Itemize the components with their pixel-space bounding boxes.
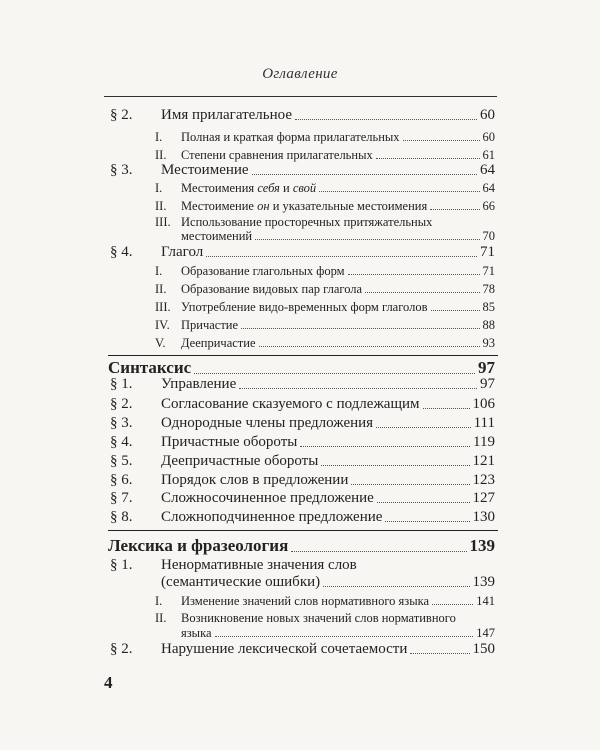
toc-title: Управление	[161, 376, 237, 392]
toc-section-number: § 6.	[110, 472, 133, 488]
toc-section-number: II.	[155, 611, 167, 625]
toc-title: Местоимения себя и свой	[181, 181, 317, 195]
toc-title: Однородные члены предложения	[161, 415, 374, 431]
toc-page-number: 139	[472, 574, 495, 590]
toc-entry-pron-2[interactable]	[155, 199, 495, 214]
toc-title-continued: языка	[181, 626, 212, 640]
toc-page-number: 61	[482, 148, 495, 162]
toc-page-number: 141	[476, 594, 495, 608]
dot-leader	[321, 465, 469, 466]
dot-leader	[376, 427, 471, 428]
dot-leader	[259, 346, 480, 347]
toc-page-number: 127	[472, 490, 495, 506]
toc-section-number: IV.	[155, 318, 170, 332]
toc-page-number: 147	[476, 626, 495, 640]
toc-section-number: § 5.	[110, 453, 133, 469]
toc-title: Порядок слов в предложении	[161, 472, 349, 488]
dot-leader	[194, 373, 475, 374]
toc-title: Деепричастные обороты	[161, 453, 319, 469]
toc-entry-adjective[interactable]	[110, 107, 495, 124]
toc-section-number: I.	[155, 181, 163, 195]
toc-section-number: § 3.	[110, 162, 133, 178]
dot-leader	[291, 551, 466, 552]
toc-section-number: I.	[155, 594, 163, 608]
toc-page-number: 97	[478, 358, 495, 377]
dot-leader	[377, 502, 470, 503]
toc-page-number: 60	[480, 107, 495, 123]
toc-page-number: 139	[469, 536, 495, 555]
toc-title: Степени сравнения прилагательных	[181, 148, 373, 162]
toc-section-number: § 3.	[110, 415, 133, 431]
toc-title: Нарушение лексической сочетаемости	[161, 641, 408, 657]
running-header: Оглавление	[262, 66, 338, 82]
toc-entry-pron-1[interactable]	[155, 181, 495, 196]
toc-entry-lex-1-line2[interactable]	[110, 574, 495, 591]
dot-leader	[323, 586, 469, 587]
toc-entry-syn-7[interactable]	[110, 490, 495, 507]
toc-title: Полная и краткая форма прилагательных	[181, 130, 400, 144]
toc-title: Согласование сказуемого с подлежащим	[161, 396, 420, 412]
toc-section-number: § 4.	[110, 434, 133, 450]
toc-chapter-lexis[interactable]	[108, 536, 495, 556]
dot-leader	[410, 653, 469, 654]
toc-section-number: II.	[155, 199, 167, 213]
dot-leader	[300, 446, 470, 447]
toc-entry-pronoun[interactable]	[110, 162, 495, 179]
toc-entry-adj-2[interactable]	[155, 148, 495, 163]
toc-title: Деепричастие	[181, 336, 256, 350]
toc-entry-syn-2[interactable]	[110, 396, 495, 413]
section-rule	[108, 530, 498, 531]
dot-leader	[365, 292, 479, 293]
toc-page-number: 150	[472, 641, 495, 657]
toc-title: Местоимение	[161, 162, 249, 178]
toc-entry-adj-1[interactable]	[155, 130, 495, 145]
dot-leader	[206, 256, 477, 257]
dot-leader	[348, 274, 480, 275]
toc-page-number: 70	[482, 229, 495, 243]
toc-section-number: § 1.	[110, 557, 133, 573]
toc-page-number: 93	[482, 336, 495, 350]
toc-page-number: 78	[482, 282, 495, 296]
toc-section-number: V.	[155, 336, 166, 350]
toc-entry-syn-6[interactable]	[110, 472, 495, 489]
toc-entry-lex-1-2-line1[interactable]	[155, 611, 495, 626]
toc-page-number: 64	[482, 181, 495, 195]
dot-leader	[376, 158, 480, 159]
toc-section-number: § 4.	[110, 244, 133, 260]
toc-section-number: II.	[155, 282, 167, 296]
dot-leader	[403, 140, 480, 141]
toc-entry-syn-5[interactable]	[110, 453, 495, 470]
toc-entry-syn-8[interactable]	[110, 509, 495, 526]
toc-section-number: I.	[155, 264, 163, 278]
dot-leader	[431, 310, 480, 311]
toc-title: Употребление видо-временных форм глаголов	[181, 300, 428, 314]
toc-section-number: § 7.	[110, 490, 133, 506]
toc-section-number: § 8.	[110, 509, 133, 525]
toc-title: Использование просторечных притяжательных	[181, 215, 433, 229]
dot-leader	[385, 521, 469, 522]
toc-page-number: 111	[473, 415, 495, 431]
toc-page-number: 97	[480, 376, 495, 392]
toc-title: Причастные обороты	[161, 434, 298, 450]
toc-entry-lex-1-2-line2[interactable]	[155, 626, 495, 641]
toc-page-number: 123	[472, 472, 495, 488]
dot-leader	[239, 388, 477, 389]
dot-leader	[430, 209, 479, 210]
section-rule	[108, 355, 498, 356]
toc-section-number: II.	[155, 148, 167, 162]
toc-page-number: 71	[480, 244, 495, 260]
dot-leader	[295, 119, 477, 120]
toc-chapter-title: Синтаксис	[108, 358, 192, 377]
toc-page-number: 85	[482, 300, 495, 314]
toc-entry-syn-3[interactable]	[110, 415, 495, 432]
dot-leader	[241, 328, 479, 329]
toc-page-number: 106	[472, 396, 495, 412]
toc-section-number: § 1.	[110, 376, 133, 392]
toc-page-number: 60	[482, 130, 495, 144]
toc-title: Образование глагольных форм	[181, 264, 345, 278]
dot-leader	[319, 191, 479, 192]
toc-section-number: III.	[155, 300, 171, 314]
toc-page-number: 64	[480, 162, 495, 178]
toc-chapter-syntax[interactable]	[108, 358, 495, 378]
toc-entry-lex-2[interactable]	[110, 641, 495, 658]
toc-entry-verb-2[interactable]	[155, 282, 495, 297]
toc-entry-lex-1-1[interactable]	[155, 594, 495, 609]
toc-page-number: 121	[472, 453, 495, 469]
toc-title: Образование видовых пар глагола	[181, 282, 363, 296]
toc-entry-lex-1-line1[interactable]	[110, 557, 495, 574]
toc-section-number: § 2.	[110, 396, 133, 412]
toc-title: Причастие	[181, 318, 239, 332]
toc-section-number: § 2.	[110, 107, 133, 123]
toc-page-number: 71	[482, 264, 495, 278]
toc-title: Местоимение он и указательные местоимения	[181, 199, 428, 213]
dot-leader	[252, 174, 477, 175]
toc-title: Изменение значений слов нормативного языка	[181, 594, 430, 608]
dot-leader	[432, 604, 473, 605]
dot-leader	[423, 408, 470, 409]
toc-title-continued: местоимений	[181, 229, 253, 243]
toc-entry-verb-4[interactable]	[155, 318, 495, 333]
toc-page-number: 66	[482, 199, 495, 213]
toc-entry-verb-1[interactable]	[155, 264, 495, 279]
toc-page-number: 130	[472, 509, 495, 525]
dot-leader	[351, 484, 469, 485]
toc-entry-verb[interactable]	[110, 244, 495, 261]
toc-entry-verb-5[interactable]	[155, 336, 495, 351]
toc-section-number: § 2.	[110, 641, 133, 657]
toc-title: Ненормативные значения слов	[161, 557, 357, 573]
toc-section-number: III.	[155, 215, 171, 229]
toc-entry-pron-3-line1[interactable]	[155, 215, 495, 230]
page-number: 4	[104, 673, 113, 692]
toc-page-number: 88	[482, 318, 495, 332]
dot-leader	[215, 636, 474, 637]
toc-title: Сложносочиненное предложение	[161, 490, 374, 506]
toc-chapter-title: Лексика и фразеология	[108, 536, 289, 555]
toc-entry-pron-3-line2[interactable]	[155, 229, 495, 244]
toc-page-number: 119	[473, 434, 495, 450]
toc-entry-syn-1[interactable]	[110, 376, 495, 393]
toc-title: Имя прилагательное	[161, 107, 293, 123]
toc-title: Возникновение новых значений слов нормативного	[181, 611, 456, 625]
toc-entry-verb-3[interactable]	[155, 300, 495, 315]
toc-entry-syn-4[interactable]	[110, 434, 495, 451]
toc-title-continued: (семантические ошибки)	[161, 574, 321, 590]
dot-leader	[255, 239, 479, 240]
toc-title: Сложноподчиненное предложение	[161, 509, 383, 525]
toc-title: Глагол	[161, 244, 204, 260]
toc-section-number: I.	[155, 130, 163, 144]
